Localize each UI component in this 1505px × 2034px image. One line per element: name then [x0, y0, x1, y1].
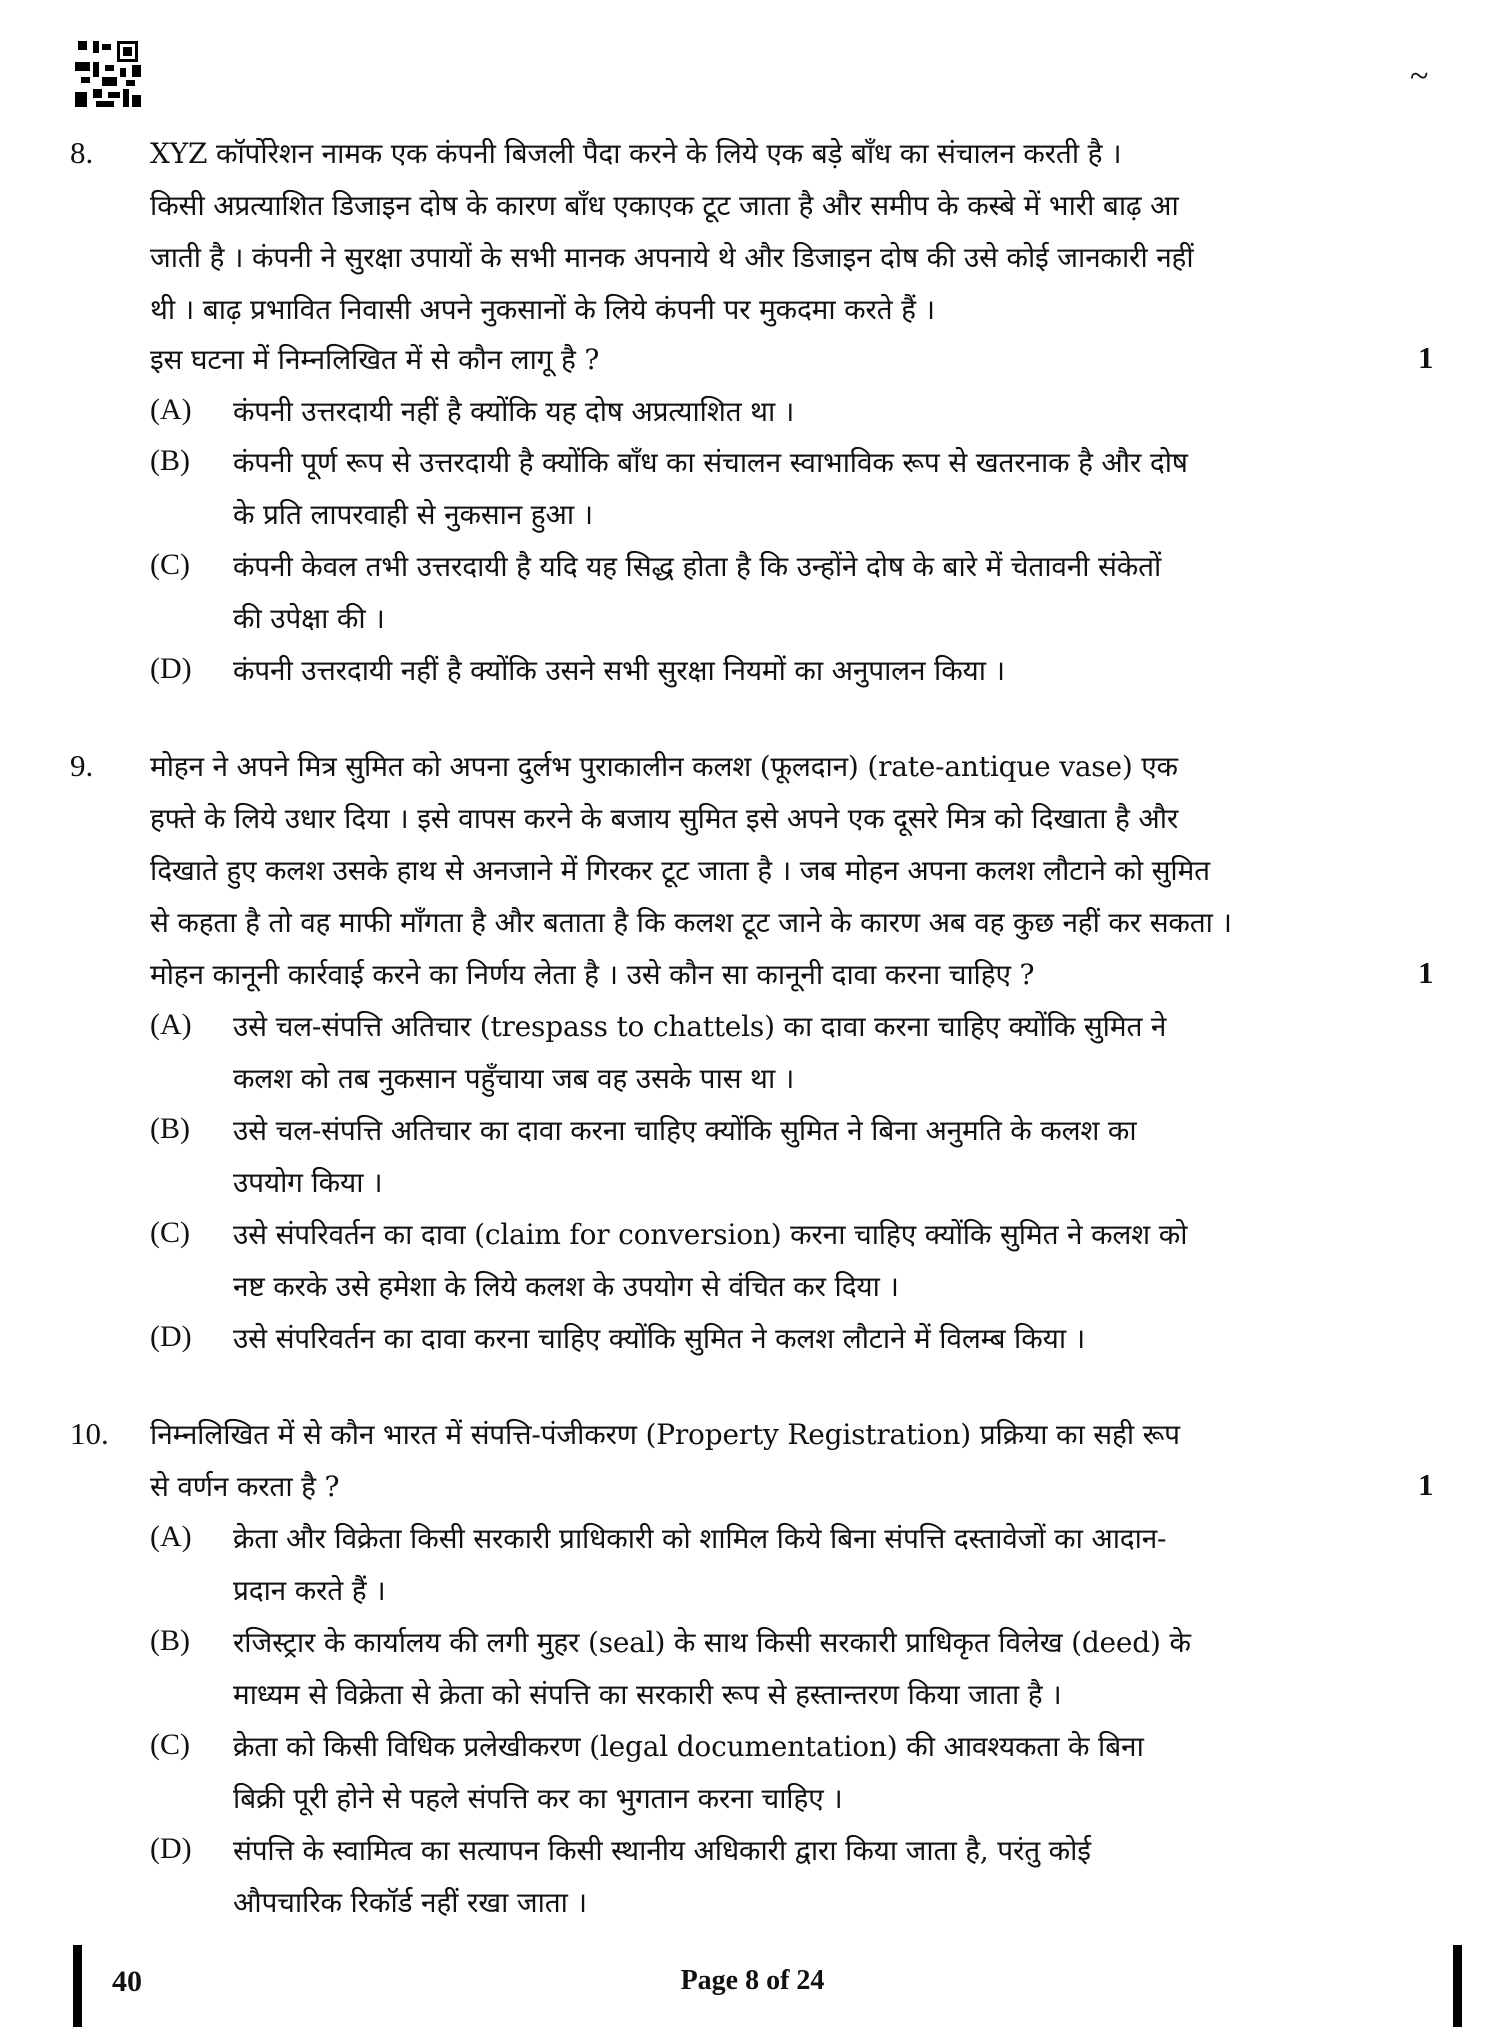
- marks-value: 1: [1418, 955, 1434, 990]
- question-stem-line: थी । बाढ़ प्रभावित निवासी अपने नुकसानों के लिये कंपनी पर मुकदमा करते हैं ।: [150, 293, 935, 326]
- question-stem-line: निम्नलिखित में से कौन भारत में संपत्ति-पंजीकरण (Property Registration) प्रक्रिया का सही रूप: [150, 1418, 1180, 1451]
- option-label: (C): [150, 548, 190, 581]
- option-text: कंपनी उत्तरदायी नहीं है क्योंकि उसने सभी सुरक्षा नियमों का अनुपालन किया ।: [233, 654, 1005, 687]
- option-text: बिक्री पूरी होने से पहले संपत्ति कर का भुगतान करना चाहिए ।: [233, 1782, 843, 1815]
- option-label: (B): [150, 1112, 190, 1145]
- option-text: कलश को तब नुकसान पहुँचाया जब वह उसके पास था ।: [233, 1062, 795, 1095]
- option-text: के प्रति लापरवाही से नुकसान हुआ ।: [233, 498, 593, 531]
- option-label: (D): [150, 1832, 192, 1865]
- option-label: (B): [150, 444, 190, 477]
- option-text: कंपनी केवल तभी उत्तरदायी है यदि यह सिद्ध होता है कि उन्होंने दोष के बारे में चेतावनी संकेतों: [233, 550, 1162, 583]
- question-stem-line: मोहन ने अपने मित्र सुमित को अपना दुर्लभ पुराकालीन कलश (फूलदान) (rate-antique vase) एक: [150, 750, 1178, 783]
- option-label: (D): [150, 1320, 192, 1353]
- option-text: प्रदान करते हैं ।: [233, 1574, 386, 1607]
- option-label: (D): [150, 652, 192, 685]
- question-stem-line: दिखाते हुए कलश उसके हाथ से अनजाने में गिरकर टूट जाता है । जब मोहन अपना कलश लौटाने को सुमित: [150, 854, 1210, 887]
- question-number: 8.: [70, 135, 94, 170]
- question-stem-line: मोहन कानूनी कार्रवाई करने का निर्णय लेता है । उसे कौन सा कानूनी दावा करना चाहिए ?: [150, 958, 1035, 991]
- option-text: क्रेता और विक्रेता किसी सरकारी प्राधिकारी को शामिल किये बिना संपत्ति दस्तावेजों का आदान-: [233, 1522, 1167, 1555]
- option-text: की उपेक्षा की ।: [233, 602, 385, 635]
- option-text: उपयोग किया ।: [233, 1166, 383, 1199]
- question-stem-line: से कहता है तो वह माफी माँगता है और बताता है कि कलश टूट जाने के कारण अब वह कुछ नहीं कर सकता ।: [150, 906, 1232, 939]
- page-number: Page 8 of 24: [680, 1965, 825, 1996]
- question-stem-line: जाती है । कंपनी ने सुरक्षा उपायों के सभी मानक अपनाये थे और डिजाइन दोष की उसे कोई जानकारी नहीं: [150, 241, 1194, 274]
- option-label: (C): [150, 1728, 190, 1761]
- option-text: उसे संपरिवर्तन का दावा (claim for conversion) करना चाहिए क्योंकि सुमित ने कलश को: [233, 1218, 1188, 1251]
- option-text: उसे संपरिवर्तन का दावा करना चाहिए क्योंकि सुमित ने कलश लौटाने में विलम्ब किया ।: [233, 1322, 1085, 1355]
- option-text: कंपनी उत्तरदायी नहीं है क्योंकि यह दोष अप्रत्याशित था ।: [233, 395, 795, 428]
- question-stem-line: XYZ कॉर्पोरेशन नामक एक कंपनी बिजली पैदा करने के लिये एक बड़े बाँध का संचालन करती है ।: [150, 137, 1122, 170]
- option-text: नष्ट करके उसे हमेशा के लिये कलश के उपयोग से वंचित कर दिया ।: [233, 1270, 899, 1303]
- marks-value: 1: [1418, 340, 1434, 375]
- option-text: रजिस्ट्रार के कार्यालय की लगी मुहर (seal) के साथ किसी सरकारी प्राधिकृत विलेख (deed) के: [233, 1626, 1191, 1659]
- question-stem-line: हफ्ते के लिये उधार दिया । इसे वापस करने के बजाय सुमित इसे अपने एक दूसरे मित्र को दिखाता है और: [150, 802, 1179, 835]
- option-text: संपत्ति के स्वामित्व का सत्यापन किसी स्थानीय अधिकारी द्वारा किया जाता है, परंतु कोई: [233, 1834, 1091, 1867]
- option-label: (A): [150, 393, 192, 426]
- footer-bar-right: [1453, 1945, 1462, 2027]
- paper-code: 40: [112, 1965, 142, 1998]
- question-stem-line: इस घटना में निम्नलिखित में से कौन लागू है ?: [150, 343, 600, 376]
- question-stem-line: किसी अप्रत्याशित डिजाइन दोष के कारण बाँध एकाएक टूट जाता है और समीप के कस्बे में भारी बाढ़ आ: [150, 189, 1179, 222]
- option-label: (A): [150, 1520, 192, 1553]
- option-text: उसे चल-संपत्ति अतिचार का दावा करना चाहिए क्योंकि सुमित ने बिना अनुमति के कलश का: [233, 1114, 1137, 1147]
- option-label: (B): [150, 1624, 190, 1657]
- qr-code-icon: [75, 38, 141, 110]
- option-label: (C): [150, 1216, 190, 1249]
- option-text: उसे चल-संपत्ति अतिचार (trespass to chattels) का दावा करना चाहिए क्योंकि सुमित ने: [233, 1010, 1167, 1043]
- option-text: कंपनी पूर्ण रूप से उत्तरदायी है क्योंकि बाँध का संचालन स्वाभाविक रूप से खतरनाक है और दोष: [233, 446, 1188, 479]
- question-number: 10.: [70, 1416, 109, 1451]
- marks-value: 1: [1418, 1467, 1434, 1502]
- option-text: क्रेता को किसी विधिक प्रलेखीकरण (legal documentation) की आवश्यकता के बिना: [233, 1730, 1144, 1763]
- corner-mark: ~: [1410, 58, 1429, 95]
- question-number: 9.: [70, 748, 94, 783]
- option-text: औपचारिक रिकॉर्ड नहीं रखा जाता ।: [233, 1886, 587, 1919]
- question-stem-line: से वर्णन करता है ?: [150, 1470, 340, 1503]
- option-label: (A): [150, 1008, 192, 1041]
- option-text: माध्यम से विक्रेता से क्रेता को संपत्ति का सरकारी रूप से हस्तान्तरण किया जाता है ।: [233, 1678, 1062, 1711]
